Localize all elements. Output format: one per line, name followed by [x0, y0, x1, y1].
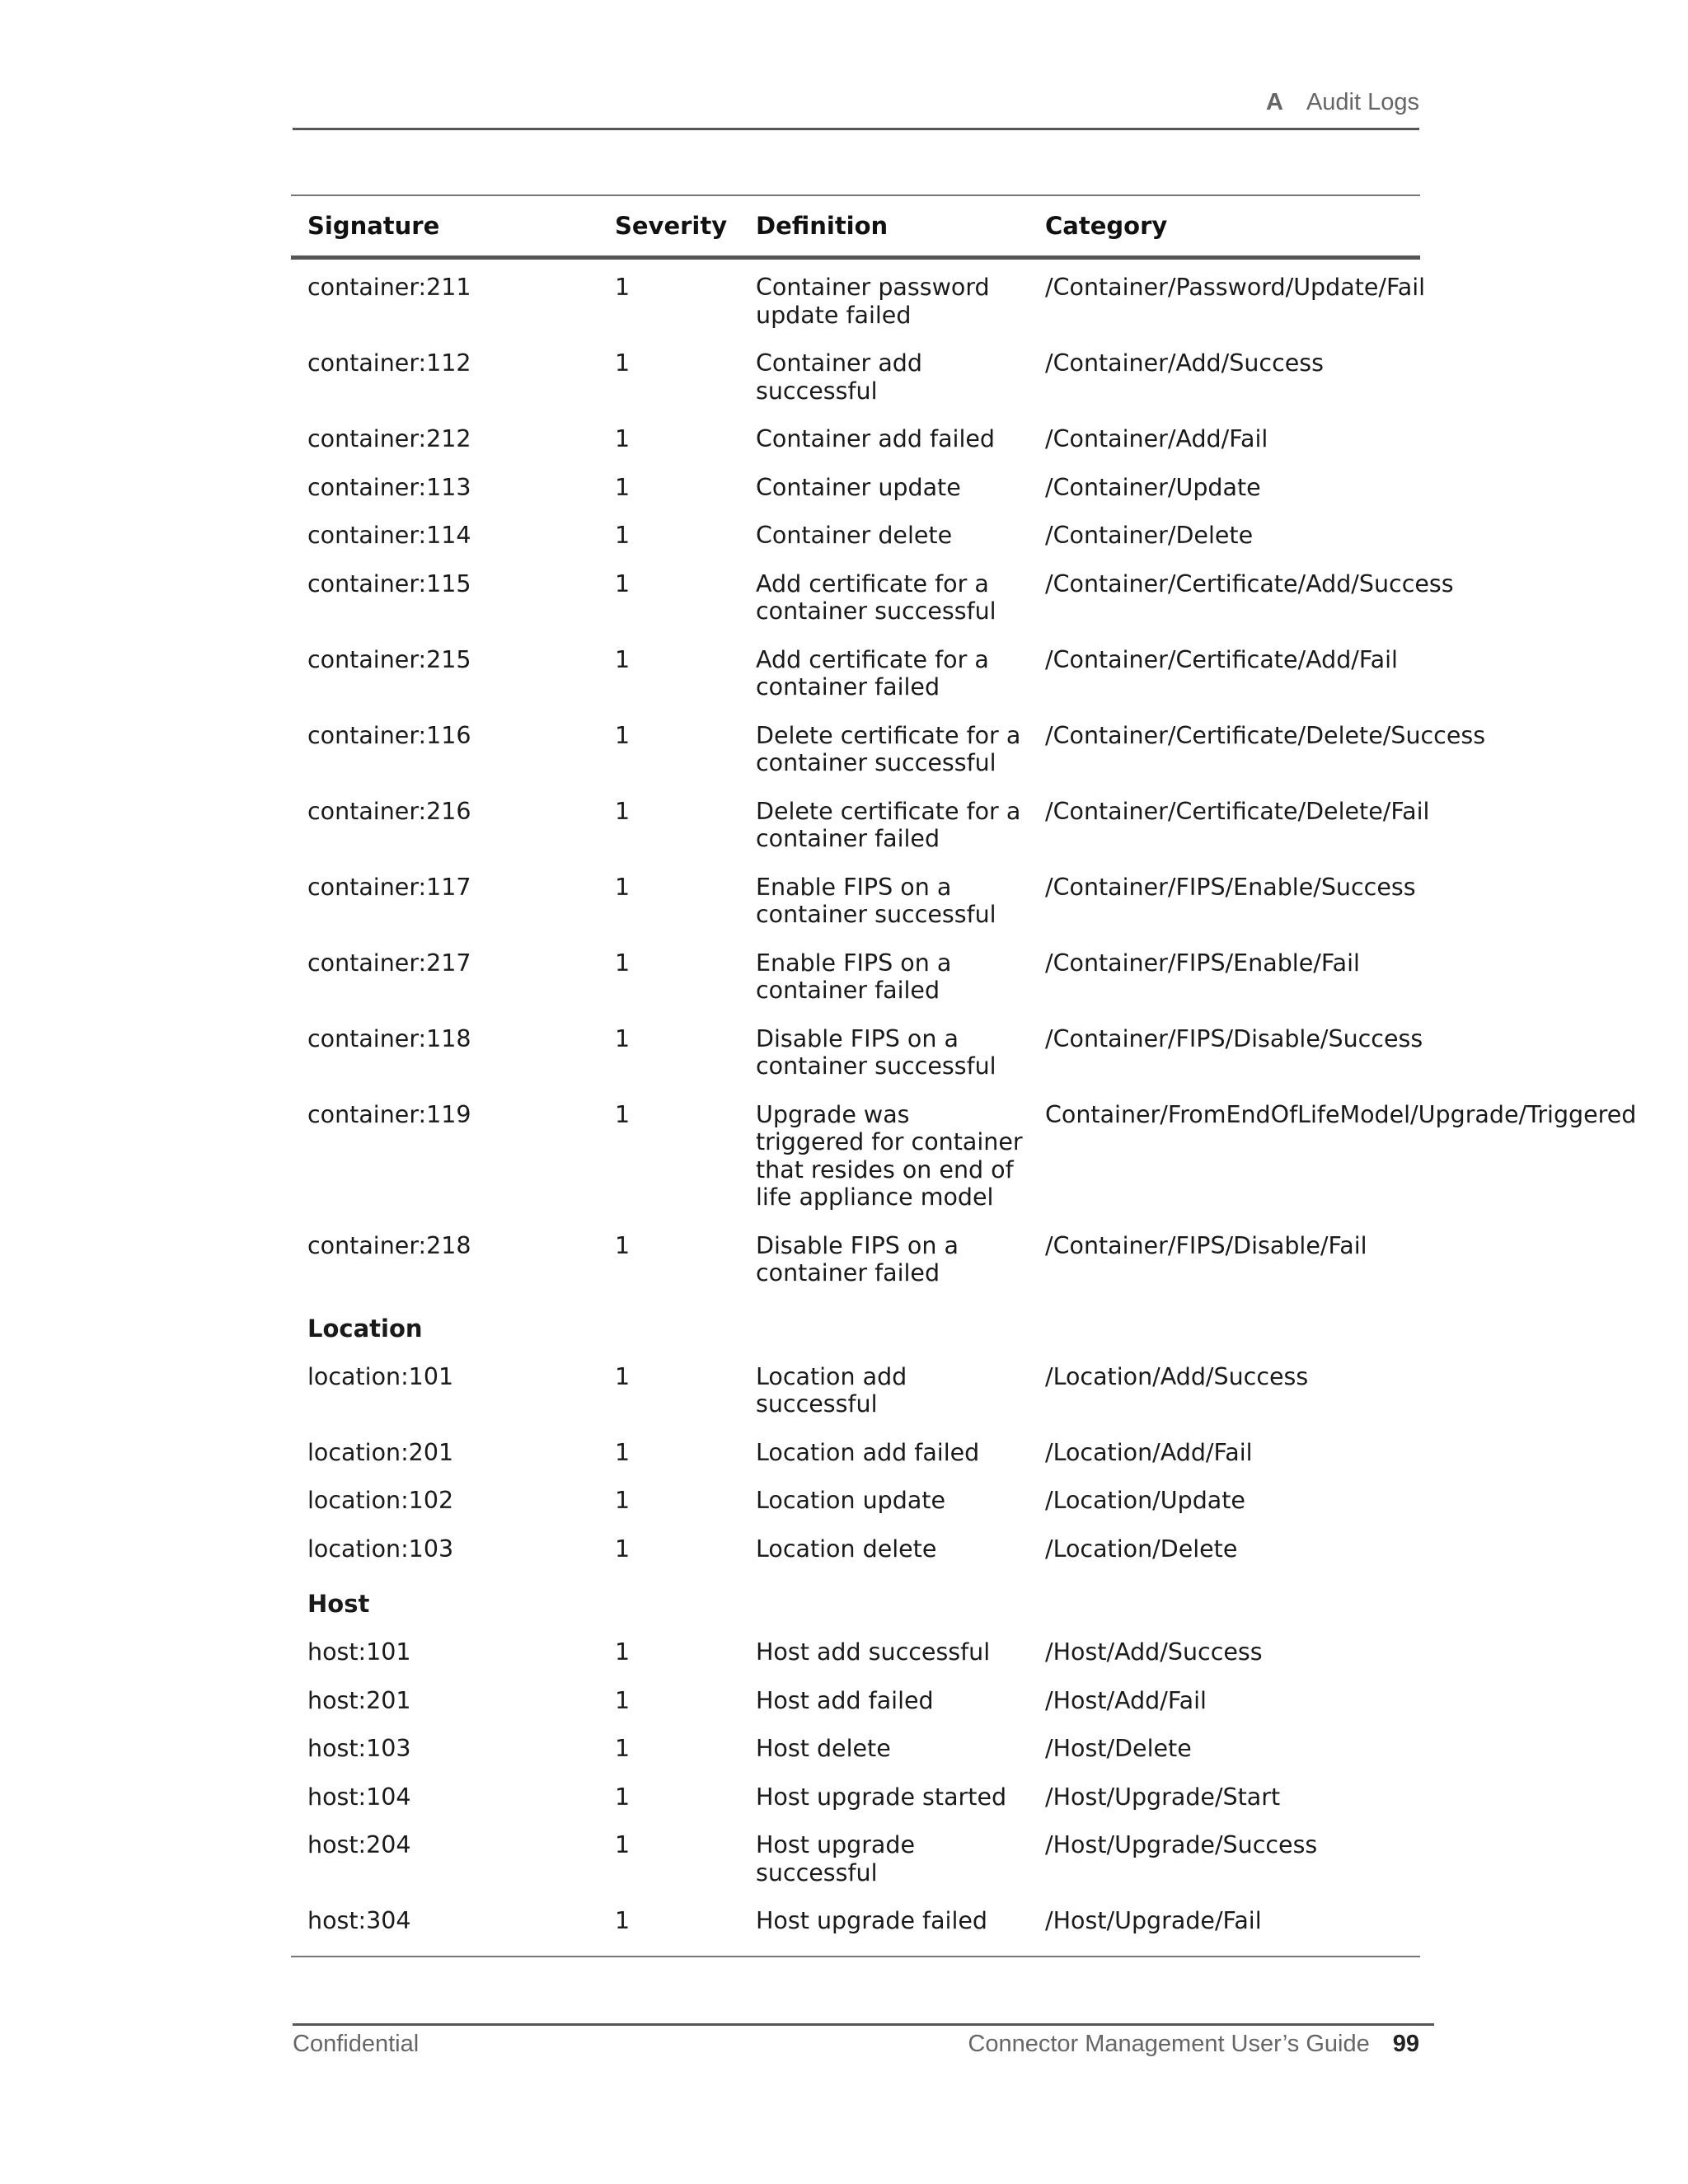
definition-cell: Add certificate for a container failed [756, 645, 989, 701]
definition-cell: Delete certificate for a container failed [756, 797, 1021, 852]
severity-cell: 1 [615, 1438, 631, 1466]
signature-cell: container:116 [307, 721, 471, 749]
category-cell: /Container/Certificate/Delete/Fail [1045, 797, 1430, 825]
table-row [291, 349, 1420, 425]
table-row [291, 1024, 1423, 1101]
category-cell: /Location/Add/Fail [1045, 1438, 1253, 1466]
table-row [291, 425, 1420, 474]
signature-cell: host:304 [307, 1907, 411, 1934]
section-heading-row [291, 1308, 1420, 1363]
section-heading-row [291, 1583, 1420, 1638]
table-row [291, 1638, 1420, 1687]
category-cell: /Container/FIPS/Disable/Success [1045, 1024, 1423, 1052]
page-header [293, 89, 1419, 130]
table-row [291, 569, 1454, 646]
table-row [291, 274, 1426, 349]
table-row [291, 721, 1486, 798]
definition-cell: Host upgrade successful [756, 1831, 916, 1886]
column-header-signature: Signature [307, 212, 440, 240]
signature-cell: location:103 [307, 1535, 454, 1563]
page-footer [293, 2023, 1434, 2058]
table-row [291, 949, 1420, 1025]
category-cell: /Location/Update [1045, 1487, 1245, 1514]
definition-cell: Host upgrade failed [756, 1907, 988, 1934]
severity-cell: 1 [615, 425, 631, 452]
definition-cell: Host delete [756, 1735, 891, 1762]
definition-cell: Enable FIPS on a container successful [756, 873, 996, 928]
severity-cell: 1 [615, 1024, 631, 1052]
table-row [291, 1100, 1637, 1232]
signature-cell: container:119 [307, 1100, 471, 1128]
category-cell: /Container/FIPS/Enable/Fail [1045, 949, 1360, 977]
signature-cell: container:118 [307, 1024, 471, 1052]
signature-cell: container:218 [307, 1231, 471, 1259]
category-cell: /Container/Certificate/Delete/Success [1045, 721, 1486, 749]
category-cell: /Host/Add/Success [1045, 1638, 1263, 1666]
severity-cell: 1 [615, 1231, 631, 1259]
signature-cell: host:104 [307, 1783, 411, 1811]
definition-cell: Add certificate for a container successful [756, 569, 996, 625]
severity-cell: 1 [615, 522, 631, 549]
table-row [291, 1687, 1420, 1736]
definition-cell: Container delete [756, 522, 953, 549]
table-row [291, 1363, 1420, 1439]
signature-cell: location:101 [307, 1362, 454, 1390]
severity-cell: 1 [615, 949, 631, 977]
section-heading: Host [307, 1590, 370, 1618]
signature-cell: host:204 [307, 1831, 411, 1858]
definition-cell: Disable FIPS on a container successful [756, 1024, 996, 1080]
severity-cell: 1 [615, 473, 631, 501]
signature-cell: container:215 [307, 645, 471, 673]
definition-cell: Disable FIPS on a container failed [756, 1231, 959, 1286]
table-row [291, 474, 1420, 523]
table-row [291, 1831, 1420, 1907]
severity-cell: 1 [615, 1487, 631, 1514]
category-cell: /Host/Upgrade/Fail [1045, 1907, 1262, 1934]
definition-cell: Upgrade was triggered for container that resides on end of life appliance model [756, 1100, 1023, 1211]
severity-cell: 1 [615, 569, 631, 598]
signature-cell: container:212 [307, 425, 471, 452]
signature-cell: container:112 [307, 349, 471, 377]
table-row [291, 797, 1430, 874]
severity-cell: 1 [615, 349, 631, 377]
category-cell: /Container/Add/Fail [1045, 425, 1268, 452]
signature-cell: host:101 [307, 1638, 411, 1666]
definition-cell: Delete certificate for a container successful [756, 721, 1021, 776]
definition-cell: Location add successful [756, 1362, 907, 1418]
category-cell: /Container/Certificate/Add/Fail [1045, 645, 1398, 673]
table-row [291, 1907, 1420, 1956]
definition-cell: Container update [756, 473, 961, 501]
severity-cell: 1 [615, 1100, 631, 1128]
table-row [291, 522, 1420, 570]
definition-cell: Host add failed [756, 1686, 934, 1714]
category-cell: /Container/FIPS/Enable/Success [1045, 873, 1416, 901]
audit-log-table [291, 194, 1637, 1957]
signature-cell: container:216 [307, 797, 471, 825]
category-cell: /Host/Delete [1045, 1735, 1192, 1762]
definition-cell: Location add failed [756, 1438, 980, 1466]
signature-cell: container:217 [307, 949, 471, 977]
category-cell: /Location/Delete [1045, 1535, 1238, 1563]
table-header-row [291, 196, 1420, 260]
definition-cell: Host add successful [756, 1638, 991, 1666]
category-cell: /Container/Certificate/Add/Success [1045, 569, 1454, 598]
table-row [291, 1783, 1420, 1832]
category-cell: /Location/Add/Success [1045, 1362, 1309, 1390]
column-header-definition: Definition [756, 212, 889, 240]
definition-cell: Container password update failed [756, 274, 990, 329]
severity-cell: 1 [615, 1535, 631, 1563]
chapter-title: Audit Logs [1306, 89, 1419, 115]
page-number: 99 [1392, 2031, 1419, 2057]
severity-cell: 1 [615, 1686, 631, 1714]
severity-cell: 1 [615, 873, 631, 901]
table-row [291, 1535, 1420, 1584]
confidential-label: Confidential [293, 2031, 420, 2057]
signature-cell: container:117 [307, 873, 471, 901]
signature-cell: location:201 [307, 1438, 454, 1466]
signature-cell: container:115 [307, 569, 471, 598]
signature-cell: container:113 [307, 473, 471, 501]
table-row [291, 1439, 1420, 1488]
severity-cell: 1 [615, 1362, 631, 1390]
signature-cell: host:103 [307, 1735, 411, 1762]
category-cell: Container/FromEndOfLifeModel/Upgrade/Triggered [1045, 1100, 1637, 1128]
definition-cell: Location update [756, 1487, 946, 1514]
table-row [291, 646, 1420, 722]
severity-cell: 1 [615, 1907, 631, 1934]
signature-cell: container:114 [307, 522, 471, 549]
signature-cell: host:201 [307, 1686, 411, 1714]
category-cell: /Host/Add/Fail [1045, 1686, 1207, 1714]
table-row [291, 874, 1420, 949]
category-cell: /Container/FIPS/Disable/Fail [1045, 1231, 1367, 1259]
category-cell: /Container/Password/Update/Fail [1045, 274, 1426, 301]
severity-cell: 1 [615, 1783, 631, 1811]
category-cell: /Container/Add/Success [1045, 349, 1324, 377]
definition-cell: Location delete [756, 1535, 937, 1563]
table-row [291, 1487, 1420, 1535]
footer-right [968, 2031, 1434, 2058]
appendix-letter: A [1266, 89, 1283, 115]
severity-cell: 1 [615, 797, 631, 825]
table-body [291, 260, 1637, 1956]
table-row [291, 1735, 1420, 1783]
table-row [291, 1232, 1420, 1308]
category-cell: /Container/Update [1045, 473, 1261, 501]
severity-cell: 1 [615, 721, 631, 749]
category-cell: /Host/Upgrade/Start [1045, 1783, 1281, 1811]
severity-cell: 1 [615, 1831, 631, 1858]
severity-cell: 1 [615, 1638, 631, 1666]
guide-title: Connector Management User’s Guide [968, 2031, 1370, 2057]
definition-cell: Container add failed [756, 425, 995, 452]
signature-cell: location:102 [307, 1487, 454, 1514]
definition-cell: Enable FIPS on a container failed [756, 949, 952, 1004]
category-cell: /Container/Delete [1045, 522, 1254, 549]
column-header-category: Category [1045, 212, 1168, 240]
severity-cell: 1 [615, 274, 631, 301]
category-cell: /Host/Upgrade/Success [1045, 1831, 1318, 1858]
definition-cell: Host upgrade started [756, 1783, 1007, 1811]
definition-cell: Container add successful [756, 349, 922, 405]
severity-cell: 1 [615, 645, 631, 673]
severity-cell: 1 [615, 1735, 631, 1762]
column-header-severity: Severity [615, 212, 728, 240]
signature-cell: container:211 [307, 274, 471, 301]
section-heading: Location [307, 1314, 423, 1343]
